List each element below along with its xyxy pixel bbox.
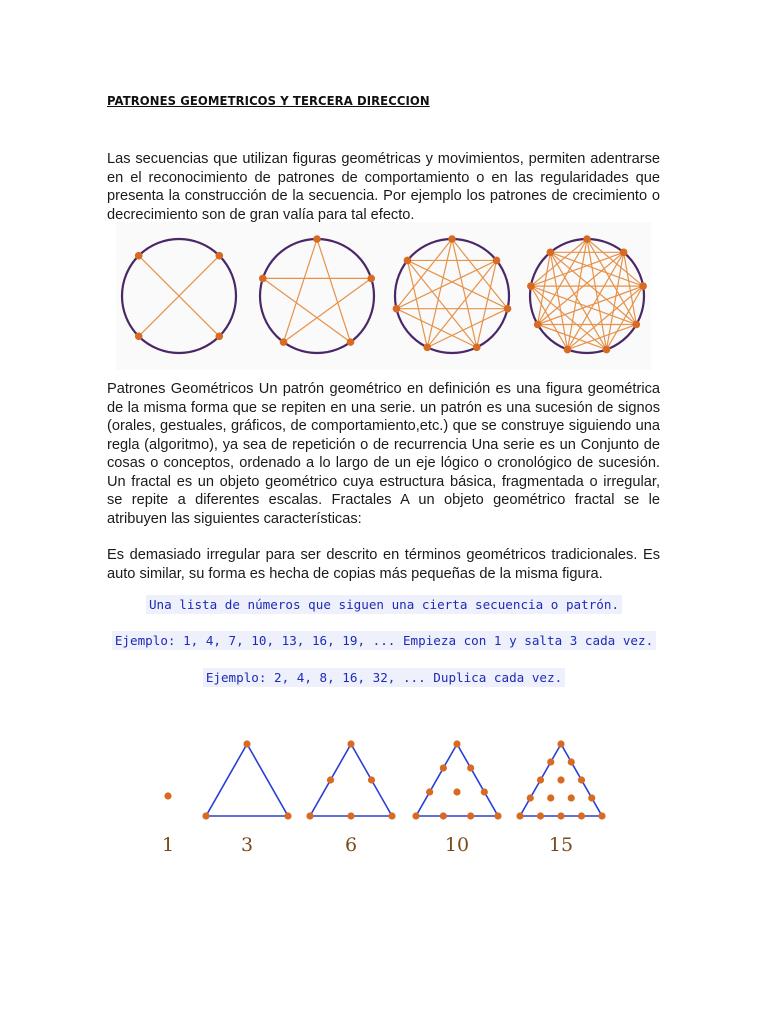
triangle-pattern-10	[412, 740, 501, 819]
triangle-pattern-1	[164, 792, 171, 799]
triangle-label: 1	[161, 834, 175, 856]
triangle-dot	[481, 788, 488, 795]
triangle-dot	[467, 764, 474, 771]
pattern-dot	[473, 344, 481, 352]
pattern-chord	[317, 239, 351, 342]
triangle-dot	[557, 776, 564, 783]
triangle-dot	[453, 788, 460, 795]
triangle-dot	[547, 758, 554, 765]
pattern-dot	[564, 346, 572, 354]
triangle-dot	[557, 812, 564, 819]
circle-pattern-7	[393, 235, 512, 353]
pattern-dot	[135, 252, 143, 260]
triangle-dot	[516, 812, 523, 819]
triangle-dot	[284, 812, 291, 819]
fractal-paragraph: Es demasiado irregular para ser descrito en términos geométricos tradicionales. Es auto similar, su forma es hecha de copias más pequeñas de la misma figura.	[107, 547, 660, 582]
definition-paragraph: Patrones Geométricos Un patrón geométrico en definición es una figura geométrica de la misma forma que se repiten en una serie. un patrón es una sucesión de signos (orales, gestuales, gráficos, de comportamiento,etc.) que se construye siguiendo una regla (algoritmo), ya sea de repetición o de recurrencia Una serie es un Conjunto de cosas o conceptos, ordenado a lo largo de un eje lógico o cronológico de sucesión. Un fractal es un objeto geométrico cuya estructura básica, fragmentada o irregular, se repite a diferentes escalas. Fractales A un objeto geométrico fractal se le atribuyen las siguientes características:	[107, 381, 660, 527]
triangle-dot	[527, 794, 534, 801]
triangle-dot	[440, 812, 447, 819]
pattern-dot	[527, 282, 535, 290]
triangle-dot	[547, 794, 554, 801]
circle-pattern-5	[259, 235, 375, 353]
pattern-dot	[393, 305, 401, 313]
pattern-dot	[347, 338, 355, 346]
triangle-label: 10	[444, 834, 470, 856]
triangle-pattern-15	[516, 740, 605, 819]
triangle-dot	[467, 812, 474, 819]
triangle-dot	[537, 776, 544, 783]
triangular-numbers-figure	[150, 730, 620, 860]
pattern-dot	[639, 282, 647, 290]
triangle-dot	[568, 794, 575, 801]
circle-pattern-4	[122, 239, 236, 353]
triangle-dot	[164, 792, 171, 799]
triangle-dot	[306, 812, 313, 819]
pattern-dot	[448, 235, 456, 243]
pattern-dot	[259, 275, 267, 283]
triangle-dot	[453, 740, 460, 747]
intro-paragraph: Las secuencias que utilizan figuras geométricas y movimientos, permiten adentrarse en el reconocimiento de patrones de comportamiento o en las regularidades que presenta la construcción de la secuencia. Por ejemplo los patrones de crecimiento o decrecimiento son de gran valía para tal efecto.	[107, 151, 660, 223]
triangle-dot	[598, 812, 605, 819]
triangle-dot	[327, 776, 334, 783]
pattern-dot	[633, 321, 641, 329]
pattern-dot	[603, 346, 611, 354]
triangle-dot	[202, 812, 209, 819]
triangle-dot	[347, 812, 354, 819]
triangle-label: 6	[344, 834, 358, 856]
triangle-dot	[388, 812, 395, 819]
sequence-example-2: Ejemplo: 2, 4, 8, 16, 32, ... Duplica cada vez.	[0, 670, 768, 685]
triangle-label: 3	[240, 834, 254, 856]
pattern-chord	[407, 260, 507, 308]
triangle-pattern-6	[306, 740, 395, 819]
circle-pattern-9	[527, 235, 647, 353]
pattern-dot	[135, 333, 143, 341]
pattern-dot	[547, 249, 555, 257]
triangle-pattern-3	[202, 740, 291, 819]
triangle-dot	[494, 812, 501, 819]
triangle-dot	[578, 812, 585, 819]
pattern-chord	[283, 239, 317, 342]
pattern-dot	[367, 275, 375, 283]
pattern-chord	[427, 309, 507, 348]
triangle-dot	[557, 740, 564, 747]
pattern-dot	[404, 257, 412, 265]
pattern-circle	[260, 239, 374, 353]
pattern-chord	[396, 309, 476, 348]
pattern-dot	[493, 257, 501, 265]
pattern-dot	[534, 321, 542, 329]
triangle-dot	[243, 740, 250, 747]
triangle-dot	[578, 776, 585, 783]
triangle-outline	[310, 744, 392, 816]
pattern-circle	[530, 239, 644, 353]
triangle-dot	[426, 788, 433, 795]
pattern-chord	[396, 260, 496, 308]
triangle-dot	[412, 812, 419, 819]
triangle-dot	[368, 776, 375, 783]
triangle-dot	[588, 794, 595, 801]
triangle-outline	[206, 744, 288, 816]
circle-patterns-figure	[116, 222, 651, 370]
pattern-dot	[280, 338, 288, 346]
triangle-outline	[416, 744, 498, 816]
pattern-chord	[263, 278, 351, 342]
pattern-dot	[423, 344, 431, 352]
triangle-dot	[440, 764, 447, 771]
page-title: PATRONES GEOMETRICOS Y TERCERA DIRECCION	[107, 93, 430, 108]
pattern-dot	[583, 235, 591, 243]
pattern-dot	[620, 249, 628, 257]
pattern-dot	[504, 305, 512, 313]
triangle-dot	[537, 812, 544, 819]
triangle-dot	[347, 740, 354, 747]
pattern-dot	[216, 252, 224, 260]
triangle-dot	[568, 758, 575, 765]
triangle-label: 15	[548, 834, 574, 856]
pattern-chord	[283, 278, 371, 342]
pattern-dot	[216, 333, 224, 341]
sequence-definition: Una lista de números que siguen una cierta secuencia o patrón.	[0, 597, 768, 612]
sequence-example-1: Ejemplo: 1, 4, 7, 10, 13, 16, 19, ... Empieza con 1 y salta 3 cada vez.	[0, 633, 768, 648]
pattern-dot	[313, 235, 321, 243]
